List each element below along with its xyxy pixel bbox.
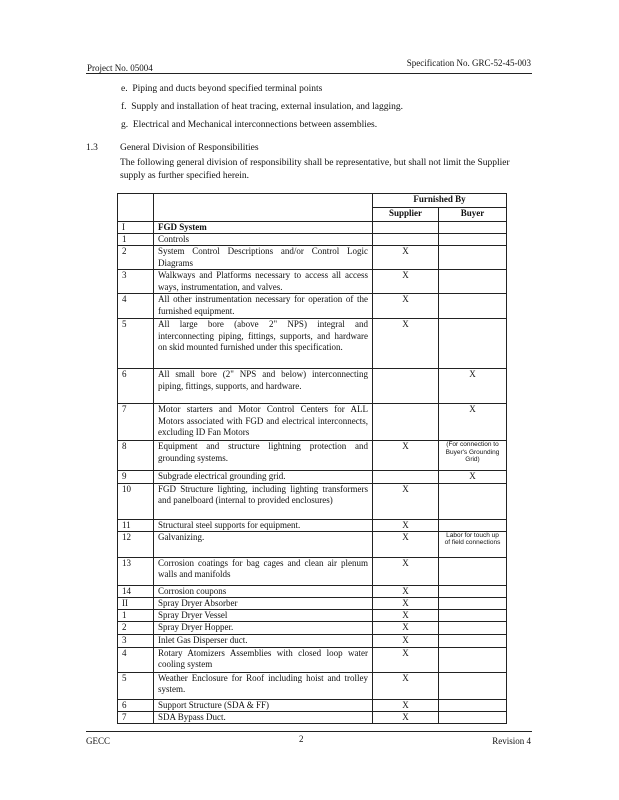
buyer-cell xyxy=(439,519,507,531)
row-description: Inlet Gas Disperser duct. xyxy=(154,635,373,647)
row-number: 3 xyxy=(118,635,154,647)
table-row xyxy=(118,483,507,519)
list-item-f xyxy=(121,102,403,112)
table-row xyxy=(118,404,507,441)
supplier-cell: X xyxy=(373,319,439,369)
table-row xyxy=(118,699,507,711)
row-number: 7 xyxy=(118,404,154,441)
supplier-cell: X xyxy=(373,483,439,519)
row-description: Spray Dryer Hopper. xyxy=(154,622,373,635)
row-number: 5 xyxy=(118,319,154,369)
buyer-cell xyxy=(439,246,507,270)
row-number: 2 xyxy=(118,246,154,270)
row-number: 11 xyxy=(118,519,154,531)
row-description: FGD Structure lighting, including lighting transformers and panelboard (internal to provided enclosures) xyxy=(154,483,373,519)
supplier-cell: X xyxy=(373,585,439,597)
row-number: 1 xyxy=(118,234,154,246)
row-number: 3 xyxy=(118,270,154,294)
supplier-cell xyxy=(373,369,439,404)
row-description: Motor starters and Motor Control Centers for ALL Motors associated with FGD and electrical interconnects, excluding ID Fan Motors xyxy=(154,404,373,441)
row-description: Equipment and structure lightning protection and grounding systems. xyxy=(154,441,373,471)
row-number: 7 xyxy=(118,711,154,723)
row-description: All other instrumentation necessary for operation of the furnished equipment. xyxy=(154,294,373,319)
supplier-cell: X xyxy=(373,622,439,635)
supplier-cell: X xyxy=(373,635,439,647)
row-number: 10 xyxy=(118,483,154,519)
supplier-cell: X xyxy=(373,557,439,585)
buyer-cell: X xyxy=(439,404,507,441)
buyer-cell: X xyxy=(439,471,507,483)
row-number: 4 xyxy=(118,294,154,319)
buyer-cell xyxy=(439,557,507,585)
buyer-cell xyxy=(439,711,507,723)
buyer-cell xyxy=(439,294,507,319)
project-number: Project No. 05004 xyxy=(87,63,153,73)
row-description: Spray Dryer Vessel xyxy=(154,610,373,622)
table-row xyxy=(118,598,507,610)
supplier-header: Supplier xyxy=(373,208,439,222)
buyer-cell xyxy=(439,610,507,622)
row-number: 1 xyxy=(118,610,154,622)
table-row xyxy=(118,270,507,294)
row-description: FGD System xyxy=(154,222,373,234)
table-row xyxy=(118,711,507,723)
section-paragraph: The following general division of responsibility shall be representative, but shall not limit the Supplier supply as further specified herein. xyxy=(120,158,510,181)
buyer-cell xyxy=(439,270,507,294)
table-row xyxy=(118,441,507,471)
row-description: SDA Bypass Duct. xyxy=(154,711,373,723)
header-desc-cell xyxy=(154,194,373,222)
list-label: f. xyxy=(121,102,127,112)
buyer-cell xyxy=(439,672,507,699)
list-text: Electrical and Mechanical interconnections between assemblies. xyxy=(132,120,378,130)
table-row xyxy=(118,222,507,234)
section-title: General Division of Responsibilities xyxy=(120,143,259,153)
supplier-cell: X xyxy=(373,672,439,699)
table-row xyxy=(118,319,507,369)
buyer-cell xyxy=(439,222,507,234)
row-description: All small bore (2" NPS and below) interconnecting piping, fittings, supports, and hardware. xyxy=(154,369,373,404)
row-number: 9 xyxy=(118,471,154,483)
row-description: Spray Dryer Absorber xyxy=(154,598,373,610)
table-row xyxy=(118,610,507,622)
row-number: 14 xyxy=(118,585,154,597)
buyer-cell: X xyxy=(439,369,507,404)
table-row xyxy=(118,234,507,246)
supplier-cell xyxy=(373,234,439,246)
supplier-cell: X xyxy=(373,610,439,622)
list-label: g. xyxy=(121,120,129,130)
row-description: Weather Enclosure for Roof including hoist and trolley system. xyxy=(154,672,373,699)
supplier-cell: X xyxy=(373,519,439,531)
supplier-cell: X xyxy=(373,711,439,723)
buyer-cell xyxy=(439,531,507,557)
table-row xyxy=(118,294,507,319)
buyer-cell xyxy=(439,585,507,597)
table-row xyxy=(118,246,507,270)
row-description: Corrosion coupons xyxy=(154,585,373,597)
list-item-e xyxy=(121,84,322,94)
row-number: 6 xyxy=(118,369,154,404)
table-row xyxy=(118,557,507,585)
buyer-cell xyxy=(439,441,507,471)
supplier-cell: X xyxy=(373,699,439,711)
table-row xyxy=(118,519,507,531)
buyer-cell xyxy=(439,622,507,635)
table-row xyxy=(118,369,507,404)
row-number: 5 xyxy=(118,672,154,699)
table-row xyxy=(118,585,507,597)
buyer-cell xyxy=(439,483,507,519)
row-number: 6 xyxy=(118,699,154,711)
buyer-cell xyxy=(439,647,507,672)
row-description: Galvanizing. xyxy=(154,531,373,557)
list-item-g xyxy=(121,120,377,130)
buyer-cell xyxy=(439,635,507,647)
row-description: Rotary Atomizers Assemblies with closed loop water cooling system xyxy=(154,647,373,672)
list-text: Supply and installation of heat tracing, external insulation, and lagging. xyxy=(131,102,404,112)
furnished-by-header: Furnished By xyxy=(373,194,507,208)
header-num-cell xyxy=(118,194,154,222)
row-number: 12 xyxy=(118,531,154,557)
row-number: 13 xyxy=(118,557,154,585)
row-description: Walkways and Platforms necessary to access all access ways, instrumentation, and valves. xyxy=(154,270,373,294)
supplier-cell xyxy=(373,471,439,483)
buyer-note: Labor for touch up of field connections xyxy=(444,531,501,547)
row-number: 2 xyxy=(118,622,154,635)
supplier-cell: X xyxy=(373,598,439,610)
row-description: Subgrade electrical grounding grid. xyxy=(154,471,373,483)
row-number: I xyxy=(118,222,154,234)
supplier-cell xyxy=(373,404,439,441)
row-description: Structural steel supports for equipment. xyxy=(154,519,373,531)
supplier-cell: X xyxy=(373,246,439,270)
row-number: II xyxy=(118,598,154,610)
buyer-cell xyxy=(439,234,507,246)
buyer-header: Buyer xyxy=(439,208,507,222)
supplier-cell: X xyxy=(373,441,439,471)
row-description: All large bore (above 2" NPS) integral and interconnecting piping, fittings, supports, and hardware on skid mounted furnished under this specification. xyxy=(154,319,373,369)
header-rule xyxy=(86,73,532,74)
table-row xyxy=(118,471,507,483)
table-row xyxy=(118,647,507,672)
row-number: 8 xyxy=(118,441,154,471)
page-number: 2 xyxy=(299,734,304,744)
supplier-cell: X xyxy=(373,270,439,294)
table-row xyxy=(118,622,507,635)
table-row xyxy=(118,672,507,699)
footer-rule xyxy=(86,731,532,732)
row-number: 4 xyxy=(118,647,154,672)
supplier-cell: X xyxy=(373,531,439,557)
specification-number: Specification No. GRC-52-45-003 xyxy=(406,58,531,68)
row-description: Controls xyxy=(154,234,373,246)
table-row xyxy=(118,635,507,647)
supplier-cell: X xyxy=(373,294,439,319)
responsibility-table xyxy=(117,193,507,724)
section-number: 1.3 xyxy=(86,143,98,153)
buyer-cell xyxy=(439,598,507,610)
list-text: Piping and ducts beyond specified terminal points xyxy=(132,84,323,94)
row-description: System Control Descriptions and/or Control Logic Diagrams xyxy=(154,246,373,270)
row-description: Corrosion coatings for bag cages and clean air plenum walls and manifolds xyxy=(154,557,373,585)
table-row xyxy=(118,531,507,557)
supplier-cell: X xyxy=(373,647,439,672)
row-description: Support Structure (SDA & FF) xyxy=(154,699,373,711)
buyer-cell xyxy=(439,699,507,711)
supplier-cell xyxy=(373,222,439,234)
list-label: e. xyxy=(121,84,128,94)
buyer-note: (For connection to Buyer's Grounding Grid) xyxy=(445,441,500,464)
buyer-cell xyxy=(439,319,507,369)
revision: Revision 4 xyxy=(492,736,531,746)
footer-company: GECC xyxy=(86,736,111,746)
